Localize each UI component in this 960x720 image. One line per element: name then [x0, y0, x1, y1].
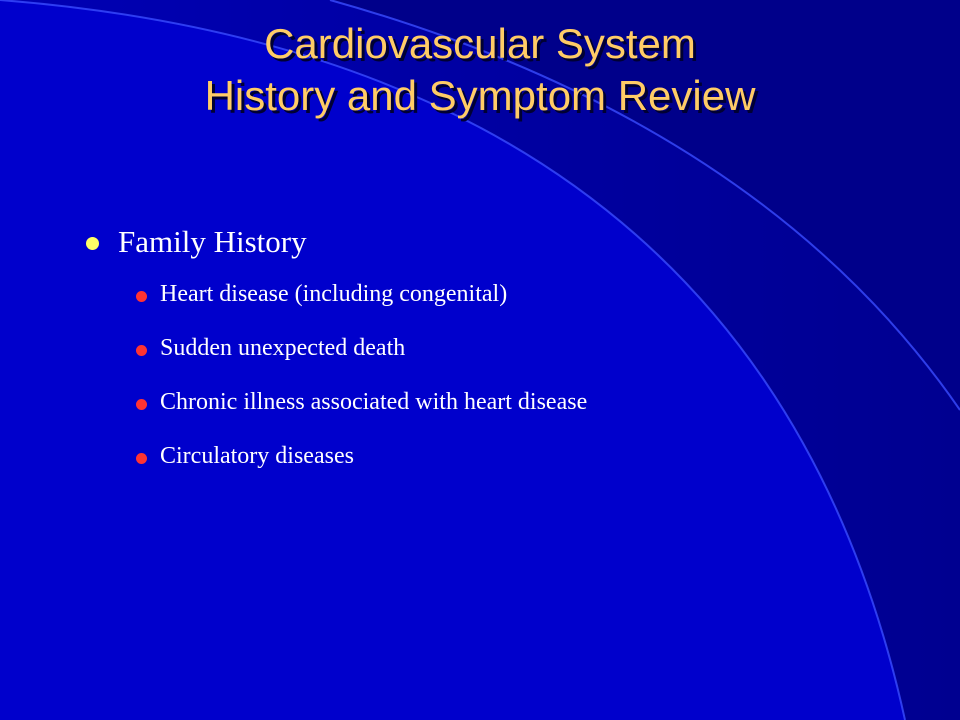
sub-bullet-text: Chronic illness associated with heart disease: [160, 389, 588, 415]
bullet-list: [84, 220, 884, 494]
main-bullet-item: [84, 220, 884, 264]
yellow-bullet-icon: [86, 237, 99, 250]
sub-bullet-text: Circulatory diseases: [160, 443, 354, 469]
sub-bullet-item: [84, 440, 884, 472]
slide-title: [0, 18, 960, 122]
sub-bullet-item: [84, 386, 884, 418]
red-bullet-icon: [136, 453, 147, 464]
main-bullet-text: Family History: [118, 224, 307, 259]
red-bullet-icon: [136, 399, 147, 410]
sub-bullet-item: [84, 278, 884, 310]
sub-bullet-text: Heart disease (including congenital): [160, 281, 508, 307]
title-line-2: History and Symptom Review: [204, 72, 756, 119]
sub-bullet-text: Sudden unexpected death: [160, 335, 406, 361]
title-line-1: Cardiovascular System: [264, 20, 696, 67]
red-bullet-icon: [136, 291, 147, 302]
sub-bullet-item: [84, 332, 884, 364]
red-bullet-icon: [136, 345, 147, 356]
